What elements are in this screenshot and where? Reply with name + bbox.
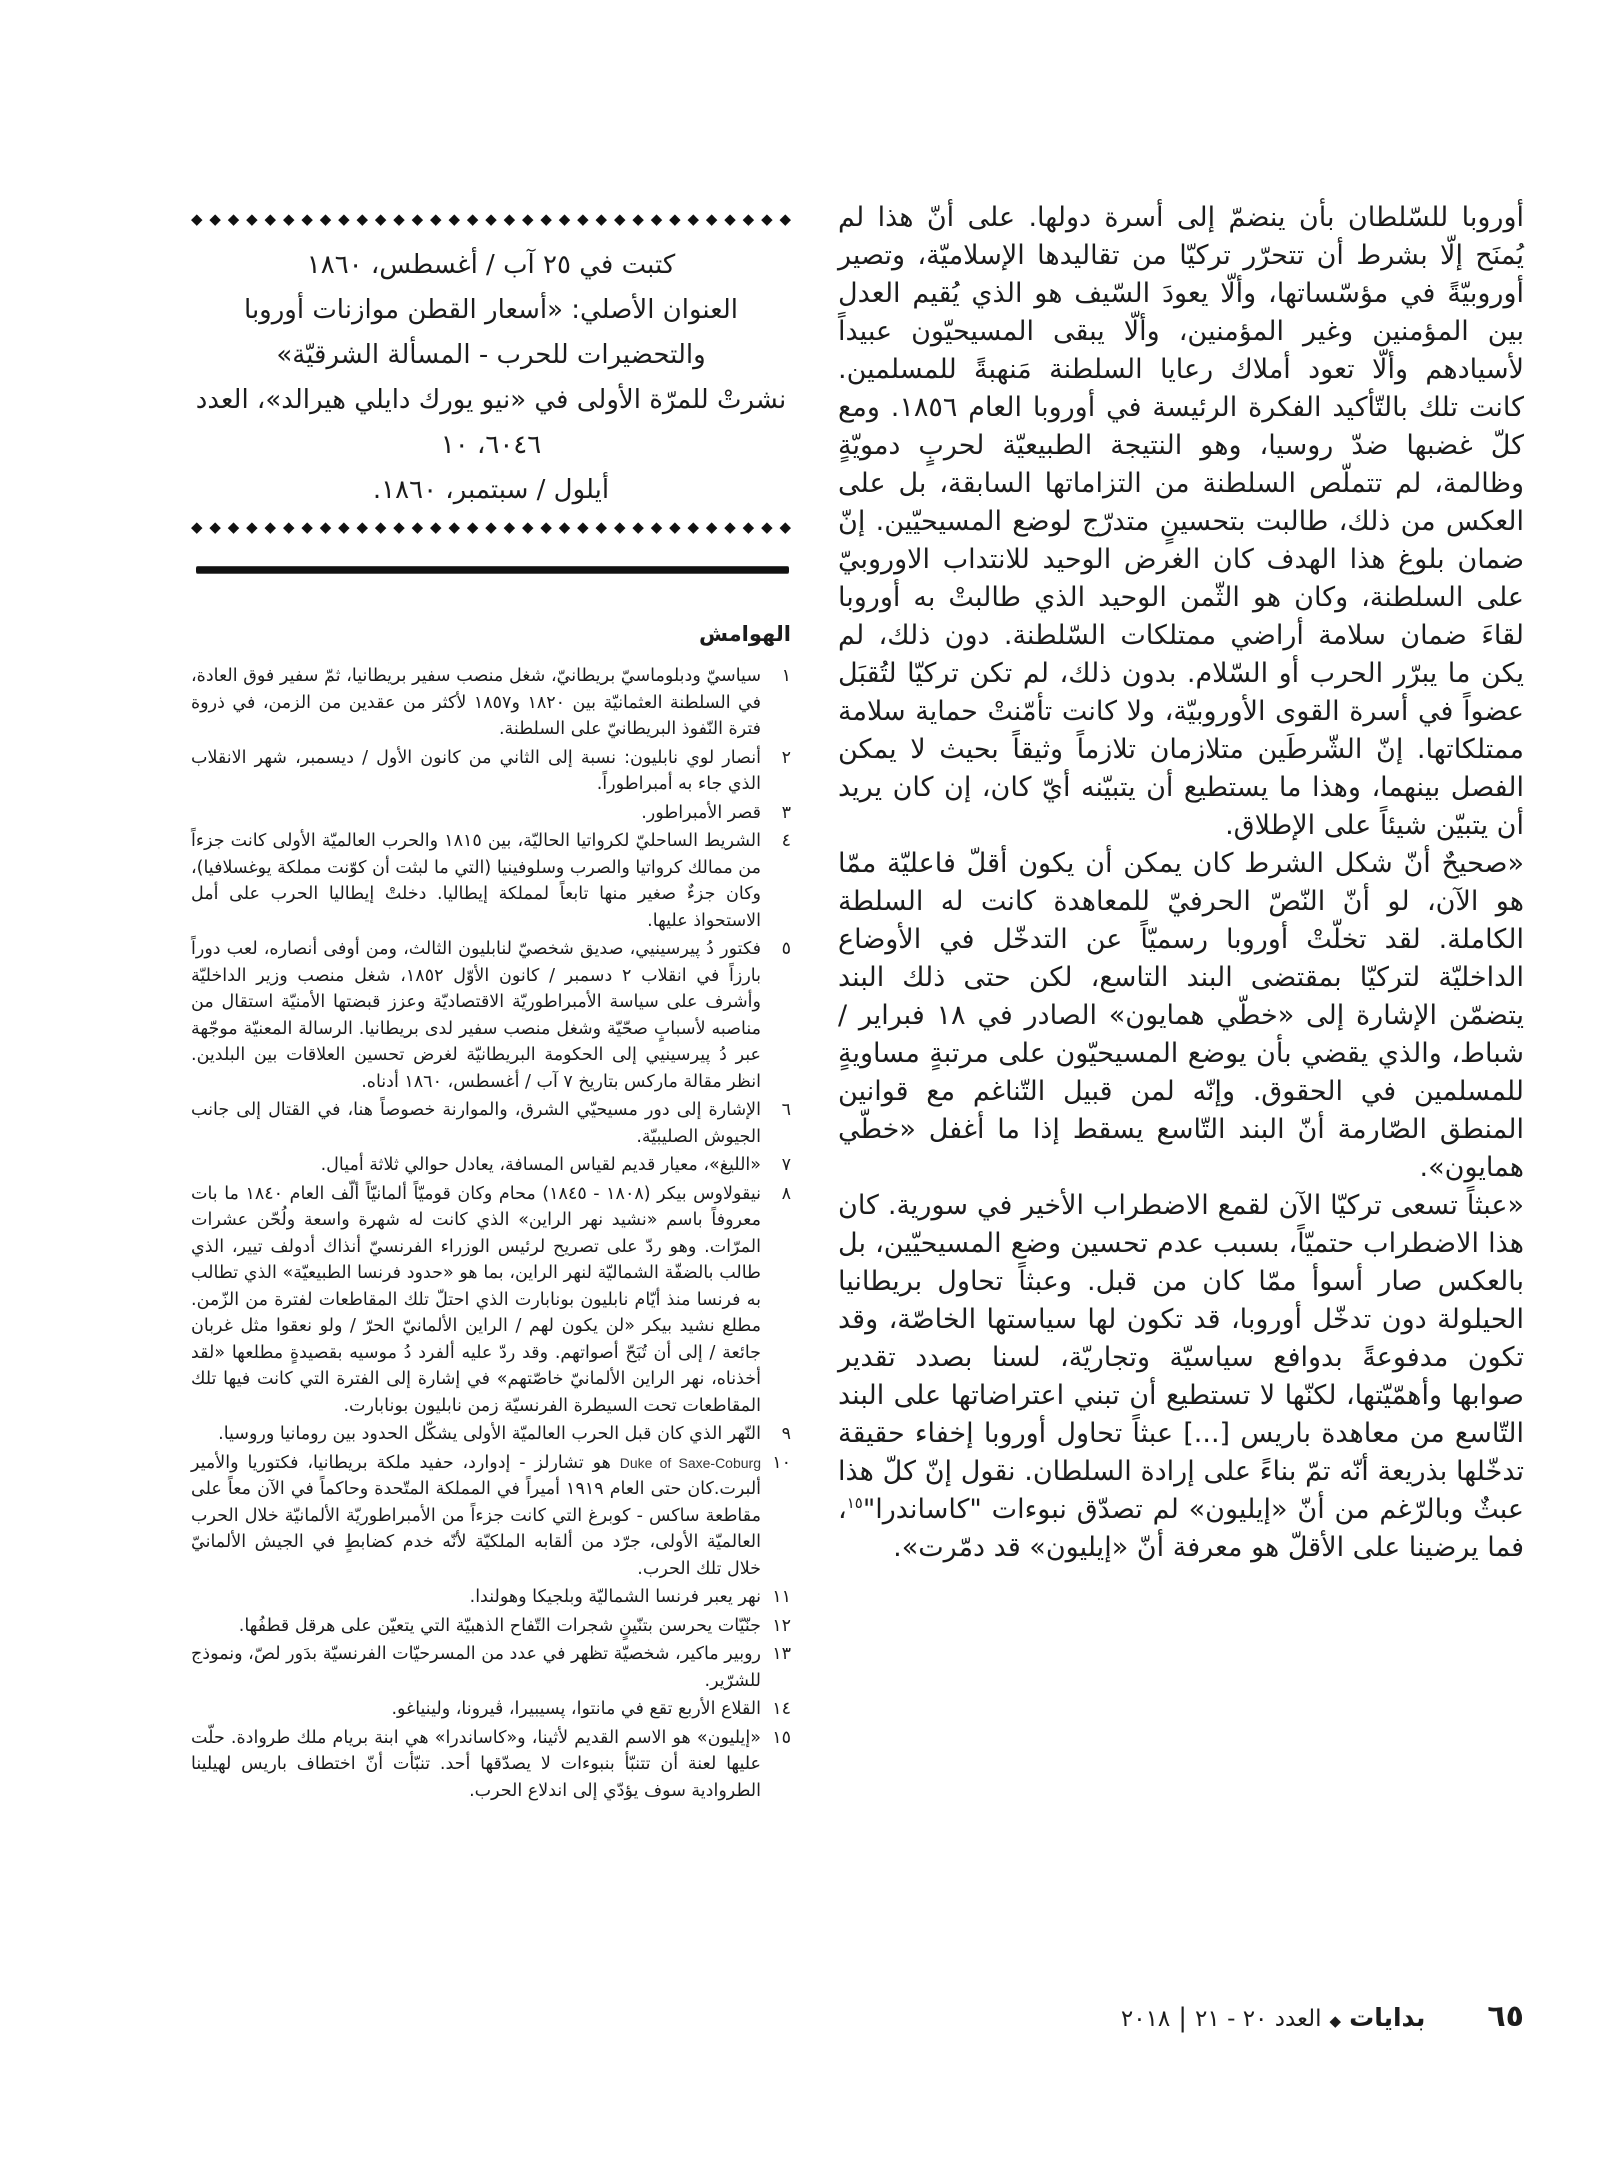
- footnote-text: سياسيّ ودبلوماسيّ بريطانيّ، شغل منصب سفير بريطانيا، ثمّ سفير فوق العادة، في السلطنة العثمانيّة بين ١٨٢٠ و١٨٥٧ لأكثر من عقدين من الزمن، في ذروة فترة النّفوذ البريطانيّ على السلطنة.: [191, 666, 762, 739]
- original-title-line: والتحضيرات للحرب - المسألة الشرقيّة»: [276, 340, 706, 370]
- footnote-text: الإشارة إلى دور مسيحيّي الشرق، والموارنة خصوصاً هنا، في القتال إلى جانب الجيوش الصليبيّة.: [191, 1100, 761, 1147]
- footnote-text: الشريط الساحليّ لكرواتيا الحاليّة، بين ١٨١٥ والحرب العالميّة الأولى كانت جزءاً من ممالك كرواتيا والصرب وسلوفينيا (التي ما لبثت أن كوّنت مملكة يوغسلافيا)، وكان جزءٌ صغير منها تابعاً لمملكة إيطاليا. دخلتْ إيطاليا الحرب على أمل الاستحواذ عليها.: [191, 831, 761, 931]
- footnote-item: [191, 1152, 791, 1179]
- footnote-number: ١٤: [772, 1699, 791, 1719]
- article-body: [838, 199, 1524, 1567]
- footnote-item: [191, 1181, 791, 1420]
- thick-rule: [196, 567, 789, 573]
- footnote-number: ٣: [781, 802, 791, 823]
- footnote-number: ٤: [781, 831, 791, 851]
- footnote-item: [191, 1696, 791, 1723]
- footnote-text: فكتور دُ پيرسينيي، صديق شخصيّ لنابليون الثالث، ومن أوفى أنصاره، لعب دوراً بارزاً في انقلاب ٢ دسمبر / كانون الأوّل ١٨٥٢، شغل منصب وزير الداخليّة وأشرف على سياسة الأمبراطوريّة الاقتصاديّة وعزز قبضتها الأمنيّة استقال من مناصبه لأسبابٍ صحّيّة وشغل منصب سفير لدى بريطانيا. الرسالة المعنيّة موجّهة عبر دُ پيرسينيي إلى الحكومة البريطانيّة لغرض تحسين العلاقات بين البلدين. انظر مقالة ماركس بتاريخ ٧ آب / أغسطس، ١٨٦٠ أدناه.: [191, 939, 762, 1092]
- footnote-item: [191, 1584, 791, 1611]
- footnote-item: [191, 1613, 791, 1640]
- footnote-text: نهر يعبر فرنسا الشماليّة وبلجيكا وهولندا.: [469, 1587, 761, 1607]
- footnote-number: ٩: [781, 1424, 791, 1444]
- footnote-latin-term: Duke of Saxe-Coburg: [619, 1454, 761, 1471]
- page-footer: [1113, 1998, 1524, 2040]
- journal-issue-line: [1113, 1999, 1426, 2040]
- vertical-divider: |: [1178, 2003, 1188, 2033]
- publication-line: ٦٠٤٦، ١٠: [440, 430, 542, 460]
- footnote-number: ١١: [772, 1587, 791, 1607]
- footnote-item: [191, 828, 791, 934]
- footnote-number: ٢: [781, 747, 791, 768]
- footnote-item: [191, 936, 791, 1095]
- article-paragraph: أوروبا للسّلطان بأن ينضمّ إلى أسرة دولها. على أنّ هذا لم يُمنَح إلّا بشرط أن تتحرّر تركيّا من تقاليدها الإسلاميّة، وتصير أوروبيّةً في مؤسّساتها، وألّا يعودَ السّيف هو الذي يُقيم العدل بين المؤمنين وغير المؤمنين، وألّا يبقى المسيحيّون عبيداً لأسيادهم وألّا تعود أملاك رعايا السلطنة مَنهبةً للمسلمين. كانت تلك بالتّأكيد الفكرة الرئيسة في أوروبا العام ١٨٥٦. ومع كلّ غضبها ضدّ روسيا، وهو النتيجة الطبيعيّة لحربٍ دمويّةٍ وظالمة، لم تتملّص السلطنة من التزاماتها السابقة، بل على العكس من ذلك، طالبت بتحسينٍ متدرّج لوضع المسيحيّين. إنّ ضمان بلوغ هذا الهدف كان الغرض الوحيد للانتداب الاوروبيّ على السلطنة، وكان هو الثّمن الوحيد الذي طالبتْ به أوروبا لقاءَ ضمان سلامة أراضي ممتلكات السّلطنة. دون ذلك، لم يكن ما يبرّر الحرب أو السّلام. بدون ذلك، لم تكن تركيّا لتُقبَل عضواً في أسرة القوى الأوروبيّة، ولا كانت تأمّنتْ حماية سلامة ممتلكاتها. إنّ الشّرطَين متلازمان تلازماً وثيقاً بحيث لا يمكن الفصل بينهما، وهذا ما يستطيع أن يتبيّنه أيّ كان، إن كان يريد أن يتبيّن شيئاً على الإطلاق.: [838, 202, 1524, 841]
- footnote-item: [191, 1097, 791, 1150]
- side-column: [191, 205, 791, 1806]
- article-paragraph: [838, 1187, 1524, 1567]
- footnote-reference: ١٥: [846, 1494, 863, 1512]
- footnote-item: [191, 800, 791, 827]
- issue-number: العدد ٢٠ - ٢١: [1195, 2006, 1322, 2032]
- publication-year: ٢٠١٨: [1120, 2006, 1171, 2032]
- footnote-number: ٨: [781, 1183, 791, 1204]
- footnote-number: ١٥: [772, 1727, 791, 1748]
- publication-info: [191, 243, 791, 513]
- footnotes-heading: الهوامش: [699, 622, 791, 646]
- footnote-item: [191, 1725, 791, 1805]
- footnote-text: النّهر الذي كان قبل الحرب العالميّة الأولى يشكّل الحدود بين رومانيا وروسيا.: [218, 1424, 761, 1444]
- footnote-text: جنّيّات يحرسن بتنّينٍ شجرات التّفاح الذهبيّة التي يتعيّن على هرقل قطفُها.: [238, 1615, 761, 1636]
- publication-line: نشرتْ للمرّة الأولى في «نيو يورك دايلي هيرالد»، العدد: [195, 385, 787, 415]
- footnote-text: قصر الأمبراطور.: [641, 802, 761, 823]
- journal-name: بدايات: [1349, 2003, 1426, 2032]
- article-paragraph: «صحيحٌ أنّ شكل الشرط كان يمكن أن يكون أقلّ فاعليّة ممّا هو الآن، لو أنّ النّصّ الحرفيّ للمعاهدة كانت له السلطة الكاملة. لقد تخلّتْ أوروبا رسميّاً عن التدخّل في الأوضاع الداخليّة لتركيّا بمقتضى البند التاسع، لكن حتى ذلك البند يتضمّن الإشارة إلى «خطّي همايون» الصادر في ١٨ فبراير / شباط، والذي يقضي بأن يوضع المسيحيّون على مرتبةٍ مساويةٍ للمسلمين في الحقوق. وإنّه لمن قبيل التّناغم مع قوانين المنطق الصّارمة أنّ البند التّاسع يسقط إذا ما أغفل «خطّي همايون».: [838, 848, 1524, 1183]
- diamond-separator-icon: ◆: [1329, 2012, 1342, 2030]
- footnote-item: [191, 663, 791, 743]
- footnote-text: نيقولاوس بيكر (١٨٠٨ - ١٨٤٥) محام وكان قوميّاً ألمانيّاً ألّف العام ١٨٤٠ ما بات معروفاً باسم «نشيد نهر الراين» الذي كانت له شهرة واسعة ولُحّن عشرات المرّات. وهو ردّ على تصريح لرئيس الوزراء الفرنسيّ أنذاك أدولف تيير، الذي طالب بالضفّة الشماليّة لنهر الراين، بما هو «حدود فرنسا الطبيعيّة» الذي تطالب به فرنسا منذ أيّام نابليون بونابارت الذي احتلّ تلك المقاطعات لفترة من الزّمن. مطلع نشيد بيكر «لن يكون لهم / الراين الألمانيّ الحرّ / ولو نعقوا مثل غربان جائعة / إلى أن تُبَحّ أصواتهم. وقد ردّ عليه ألفرد دُ موسيه بقصيدةٍ مطلعها «لقد أخذناه، نهر الراين الألمانيّ خاصّتهم» في إشارة إلى الفترة التي كانت فيها تلك المقاطعات تحت السيطرة الفرنسيّة زمن نابليون بونابارت.: [191, 1183, 761, 1416]
- footnote-text: القلاع الأربع تقع في مانتوا، پسيبيرا، ڤيرونا، ولينياغو.: [391, 1699, 761, 1719]
- footnote-item: [191, 1421, 791, 1448]
- ornament-divider-bottom: ◆ ◆ ◆ ◆ ◆ ◆ ◆ ◆ ◆ ◆ ◆ ◆ ◆ ◆ ◆ ◆ ◆ ◆ ◆ ◆ ◆ ◆ ◆ ◆ ◆ ◆ ◆ ◆ ◆ ◆ ◆ ◆ ◆: [191, 518, 791, 536]
- footnote-text: روبير ماكير، شخصيّة تظهر في عدد من المسرحيّات الفرنسيّة بدَور لصّ، ونموذج للشرّير.: [191, 1644, 761, 1691]
- footnote-text: «إيليون» هو الاسم القديم لأثينا، و«كاساندرا» هي ابنة بريام ملك طروادة. حلّت عليها لعنة أن تتنبّأ بنبوءات لا يصدّقها أحد. تنبّأت أنّ اختطاف باريس لهيلينا الطروادية سوف يؤدّي إلى اندلاع الحرب.: [191, 1727, 761, 1801]
- footnote-number: ١٠: [772, 1452, 791, 1473]
- footnote-number: ٥: [781, 939, 791, 959]
- publication-date: أيلول / سبتمبر، ١٨٦٠.: [372, 475, 610, 505]
- ornament-divider-top: ◆ ◆ ◆ ◆ ◆ ◆ ◆ ◆ ◆ ◆ ◆ ◆ ◆ ◆ ◆ ◆ ◆ ◆ ◆ ◆ ◆ ◆ ◆ ◆ ◆ ◆ ◆ ◆ ◆ ◆ ◆ ◆ ◆: [191, 210, 791, 228]
- footnote-text-body: هو تشارلز - إدوارد، حفيد ملكة بريطانيا، فكتوريا والأمير ألبرت.كان حتى العام ١٩١٩ أميراً في المملكة المتّحدة وحاكماً في الآن معاً على مقاطعة ساكس - كوبرغ التي كانت جزءاً من الأمبراطوريّة الألمانيّة خلال الحرب العالميّة الأولى، جرّد من ألقابه الملكيّة لأنّه خدم كضابطٍ في الجيش الألمانيّ خلال تلك الحرب.: [191, 1452, 762, 1579]
- footnote-text: [191, 1450, 761, 1583]
- footnote-number: ١٢: [772, 1615, 791, 1636]
- written-date: كتبت في ٢٥ آب / أغسطس، ١٨٦٠: [306, 250, 676, 280]
- footnote-item: [191, 1641, 791, 1694]
- footnote-number: ١: [781, 666, 791, 686]
- footnotes-list: [191, 663, 791, 1804]
- footnote-item: [191, 745, 791, 798]
- footnote-number: ١٣: [772, 1644, 791, 1664]
- footnote-item: [191, 1450, 791, 1583]
- footnote-number: ٧: [781, 1155, 791, 1175]
- footnote-text: أنصار لوي نابليون: نسبة إلى الثاني من كانون الأول / ديسمبر، شهر الانقلاب الذي جاء به أمبراطوراً.: [191, 747, 761, 794]
- paragraph-text: «عبثاً تسعى تركيّا الآن لقمع الاضطراب الأخير في سورية. كان هذا الاضطراب حتميّاً، بسبب عدم تحسين وضع المسيحيّين، بل بالعكس صار أسوأ ممّا كان من قبل. وعبثاً تحاول بريطانيا الحيلولة دون تدخّل أوروبا، قد تكون لها سياستها الخاصّة، وقد تكون مدفوعةً بدوافع سياسيّة وتجاريّة، لسنا بصدد تقدير صوابها وأهمّيّتها، لكنّها لا تستطيع أن تبني اعتراضاتها على البند التّاسع من معاهدة باريس [...] عبثاً تحاول أوروبا إخفاء حقيقة تدخّلها بذريعة أنّه تمّ بناءً على إرادة السلطان. نقول إنّ كلّ هذا عبثٌ وبالرّغم من أنّ «إيليون» لم تصدّق نبوءات "كاساندرا": [838, 1190, 1524, 1525]
- footnote-text: «الليغ»، معيار قديم لقياس المسافة، يعادل حوالي ثلاثة أميال.: [320, 1155, 761, 1175]
- paragraph-text: ، فما يرضينا على الأقلّ هو معرفة أنّ «إيليون» قد دمّرت».: [838, 1494, 1524, 1563]
- original-title-line: العنوان الأصلي: «أسعار القطن موازنات أوروبا: [244, 295, 738, 325]
- page-number: ٦٥: [1487, 1999, 1524, 2034]
- footnote-number: ٦: [781, 1100, 791, 1120]
